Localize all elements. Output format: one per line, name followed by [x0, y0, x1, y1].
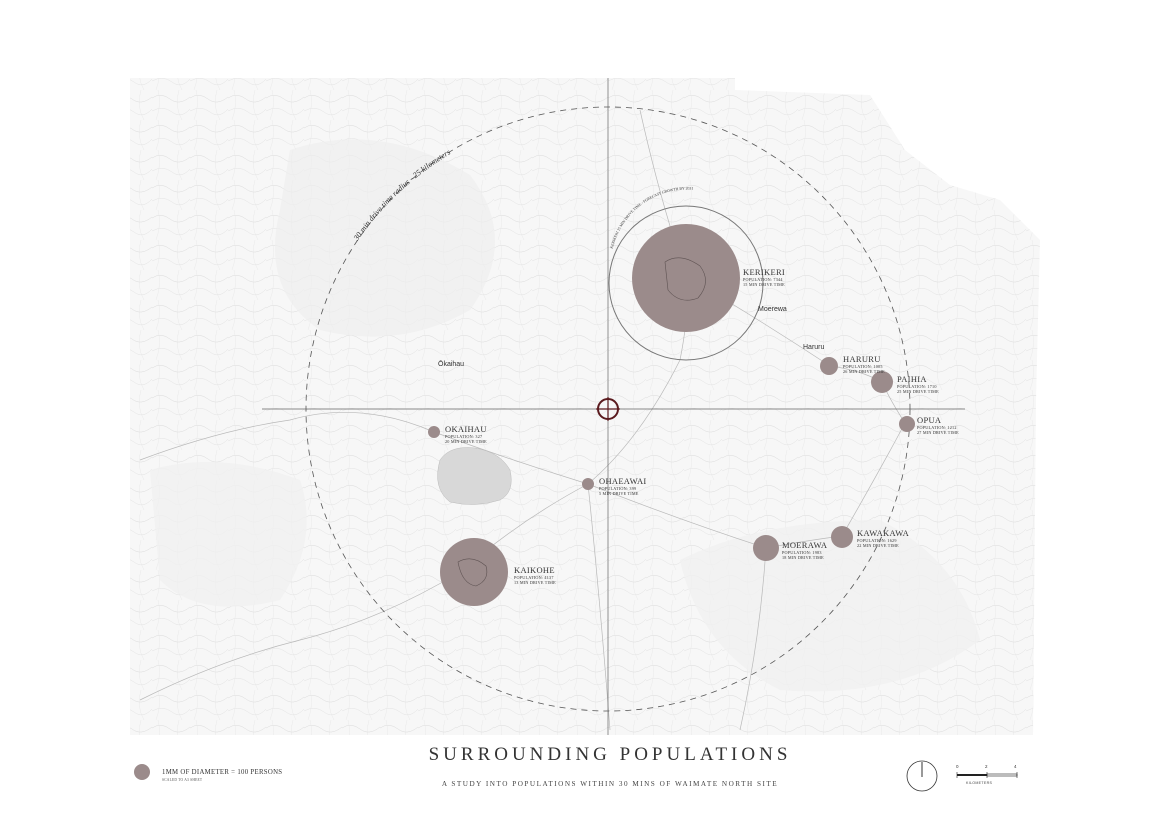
town-population-opua: POPULATION: 1212: [917, 425, 957, 430]
town-drive-moerawa: 18 MIN DRIVE TIME: [782, 555, 824, 560]
town-population-ohaeawai: POPULATION: 399: [599, 486, 637, 491]
kerikeri-ring-label: KERIKERI 15 MIN DRIVE TIME - FORECAST GROWTH BY 2031: [609, 186, 694, 250]
town-drive-paihia: 25 MIN DRIVE TIME: [897, 389, 939, 394]
scale-tick-4: 4: [1014, 764, 1017, 769]
population-circle-okaihau: [428, 426, 440, 438]
town-drive-kaikohe: 13 MIN DRIVE TIME: [514, 580, 556, 585]
population-circle-haruru: [820, 357, 838, 375]
scale-tick-2: 2: [985, 764, 988, 769]
scale-bar: [956, 764, 1020, 788]
page-subtitle: A STUDY INTO POPULATIONS WITHIN 30 MINS OF WAIMATE NORTH SITE: [441, 780, 779, 788]
population-circle-moerewa: [753, 535, 779, 561]
scale-tick-0: 0: [956, 764, 959, 769]
population-circle-paihia: [871, 371, 893, 393]
town-drive-okaihau: 20 MIN DRIVE TIME: [445, 439, 487, 444]
north-arrow-icon: [906, 760, 938, 792]
scale-bar-graphic: [956, 771, 1020, 781]
page-title: SURROUNDING POPULATIONS: [428, 744, 792, 765]
town-drive-haruru: 26 MIN DRIVE TIME: [843, 369, 885, 374]
population-circle-kawakawa: [831, 526, 853, 548]
town-population-kawakawa: POPULATION: 1629: [857, 538, 897, 543]
town-drive-ohaeawai: 5 MIN DRIVE TIME: [599, 491, 639, 496]
legend-sublabel: SCALED TO A3 SHEET: [162, 778, 203, 782]
town-name-ohaeawai: OHAEAWAI: [599, 476, 647, 486]
town-population-kerikeri: POPULATION: 7344: [743, 277, 783, 282]
town-population-moerawa: POPULATION: 1983: [782, 550, 822, 555]
population-circle-kaikohe: [440, 538, 508, 606]
legend-label: 1MM OF DIAMETER = 100 PERSONS: [162, 769, 283, 776]
scale-unit-label: KILOMETERS: [966, 781, 993, 785]
terrain-base: [130, 78, 1040, 735]
town-name-haruru: HARURU: [843, 354, 881, 364]
town-drive-kerikeri: 15 MIN DRIVE TIME: [743, 282, 785, 287]
legend-population-symbol: [134, 764, 150, 780]
population-circle-opua: [899, 416, 915, 432]
population-circle-kerikeri: [632, 224, 740, 332]
population-circle-ohaeawai: [582, 478, 594, 490]
town-population-okaihau: POPULATION: 327: [445, 434, 483, 439]
town-drive-opua: 27 MIN DRIVE TIME: [917, 430, 959, 435]
town-name-moerawa: MOERAWA: [782, 540, 828, 550]
town-name-kawakawa: KAWAKAWA: [857, 528, 910, 538]
place-label-moerewa: Moerewa: [758, 306, 787, 313]
town-name-kerikeri: KERIKERI: [743, 267, 786, 277]
town-name-okaihau: OKAIHAU: [445, 424, 487, 434]
town-name-opua: OPUA: [917, 415, 942, 425]
town-name-kaikohe: KAIKOHE: [514, 565, 555, 575]
town-population-kaikohe: POPULATION: 4137: [514, 575, 554, 580]
town-name-paihia: PAIHIA: [897, 374, 927, 384]
town-population-haruru: POPULATION: 1005: [843, 364, 883, 369]
town-population-paihia: POPULATION: 1710: [897, 384, 937, 389]
town-drive-kawakawa: 22 MIN DRIVE TIME: [857, 543, 899, 548]
place-label-okaihau: Ōkaihau: [438, 361, 465, 368]
radius-label: 30 min drive time radius - 25 kilometers: [351, 147, 453, 243]
place-label-haruru: Haruru: [803, 344, 825, 351]
